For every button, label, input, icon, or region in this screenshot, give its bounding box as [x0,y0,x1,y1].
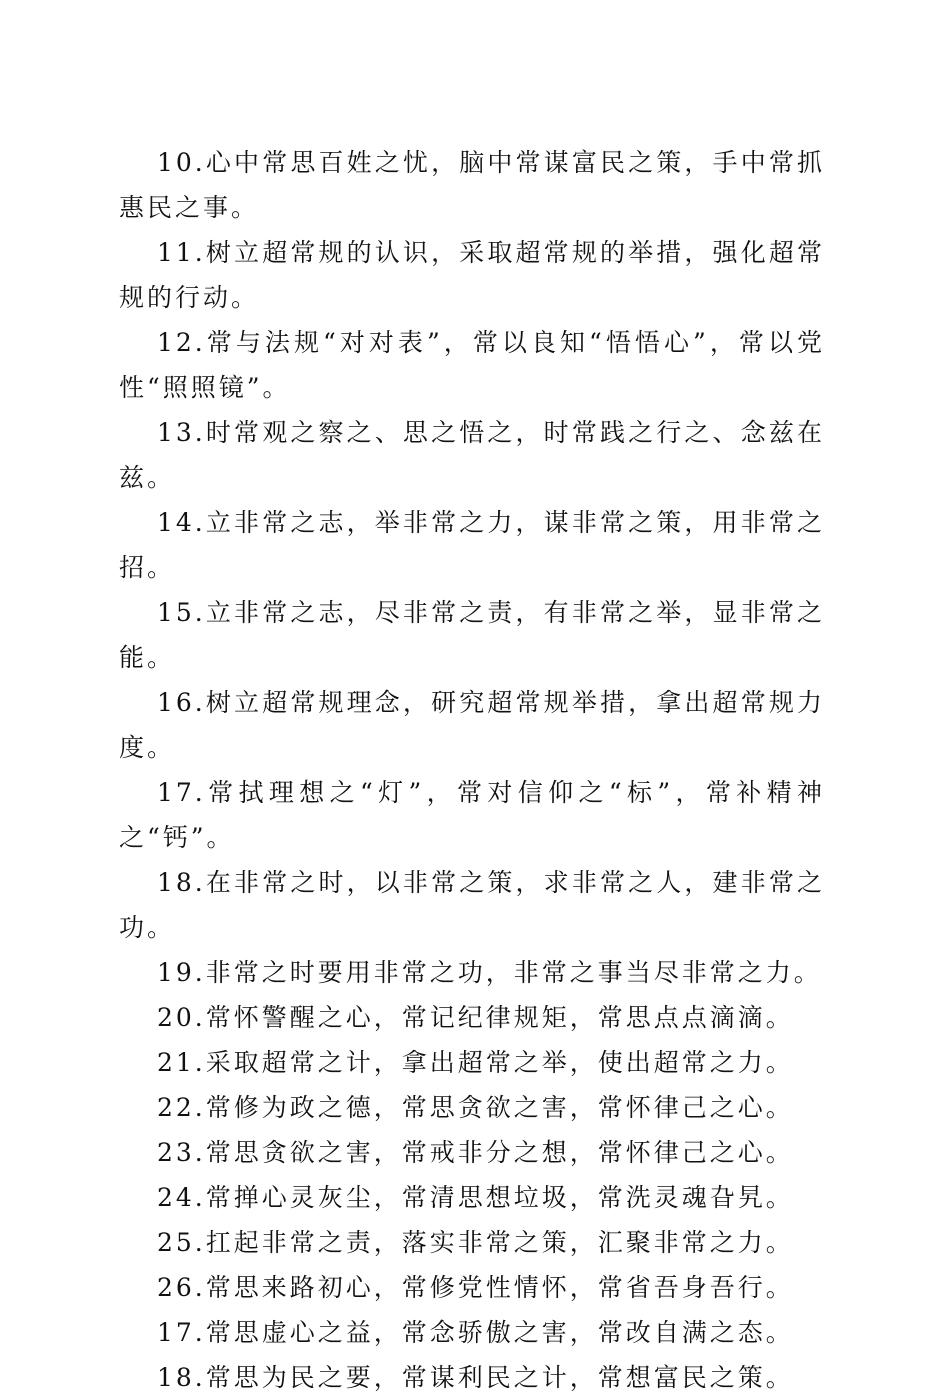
list-item: 23.常思贪欲之害，常戒非分之想，常怀律己之心。 [157,1138,794,1167]
list-item: 19.非常之时要用非常之功，非常之事当尽非常之力。 [157,958,822,987]
document-body [119,140,825,1400]
list-item: 14.立非常之志，举非常之力，谋非常之策，用非常之招。 [119,508,825,582]
list-item: 25.扛起非常之责，落实非常之策，汇聚非常之力。 [157,1228,794,1257]
list-item: 26.常思来路初心，常修党性情怀，常省吾身吾行。 [157,1273,794,1302]
list-item: 17.常思虚心之益，常念骄傲之害，常改自满之态。 [157,1318,794,1347]
list-item: 24.常掸心灵灰尘，常清思想垃圾，常洗灵魂旮旯。 [157,1183,794,1212]
list-item: 13.时常观之察之、思之悟之，时常践之行之、念兹在兹。 [119,418,825,492]
list-item: 17.常拭理想之“灯”，常对信仰之“标”，常补精神之“钙”。 [119,778,825,852]
list-item: 15.立非常之志，尽非常之责，有非常之举，显非常之能。 [119,598,825,672]
list-item: 21.采取超常之计，拿出超常之举，使出超常之力。 [157,1048,794,1077]
list-item: 20.常怀警醒之心，常记纪律规矩，常思点点滴滴。 [157,1003,794,1032]
list-item: 12.常与法规“对对表”，常以良知“悟悟心”，常以党性“照照镜”。 [119,328,825,402]
list-item: 18.常思为民之要，常谋利民之计，常想富民之策。 [157,1363,794,1392]
list-item: 16.树立超常规理念，研究超常规举措，拿出超常规力度。 [119,688,825,762]
list-item: 11.树立超常规的认识，采取超常规的举措，强化超常规的行动。 [119,238,825,312]
list-item: 10.心中常思百姓之忧，脑中常谋富民之策，手中常抓惠民之事。 [119,148,825,222]
list-item: 22.常修为政之德，常思贪欲之害，常怀律己之心。 [157,1093,794,1122]
list-item: 18.在非常之时，以非常之策，求非常之人，建非常之功。 [119,868,825,942]
